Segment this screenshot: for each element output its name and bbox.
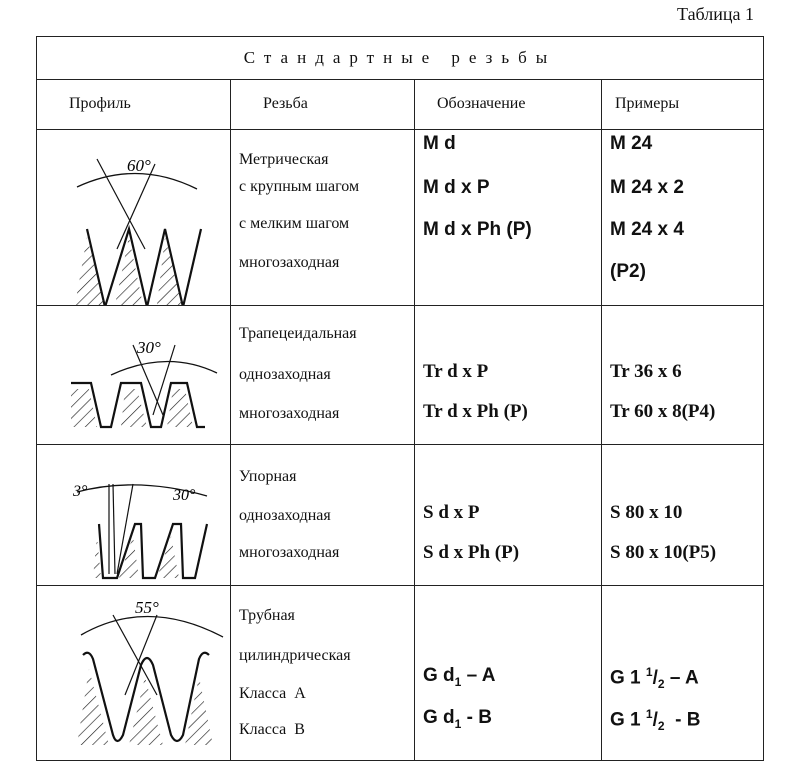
example-line: M 24 x 2 xyxy=(610,177,684,198)
thread-standards-table xyxy=(36,36,764,761)
designation-line: S d x P xyxy=(423,502,480,523)
designation-line: G $d_1$ – A xyxy=(423,665,496,689)
designation-cell xyxy=(423,444,593,585)
designation-line: S d x Ph (P) xyxy=(423,542,520,563)
example-line: (P2) xyxy=(610,261,646,282)
examples-cell xyxy=(610,305,760,444)
thread-cell xyxy=(239,129,409,305)
designation-line: Tr d x Ph (P) xyxy=(423,401,528,422)
designation-cell xyxy=(423,305,593,444)
designation-cell xyxy=(423,129,593,305)
examples-cell xyxy=(610,585,760,761)
designation-cell xyxy=(423,585,593,761)
thread-line: однозаходная xyxy=(239,366,331,383)
thread-line: Класса A xyxy=(239,685,306,702)
designation-line: M d x Ph (P) xyxy=(423,219,532,240)
designation-line: M d x P xyxy=(423,177,490,198)
angle-label: 30° xyxy=(137,338,161,357)
example-line: S 80 x 10(P5) xyxy=(610,542,717,563)
designation-line: Tr d x P xyxy=(423,361,489,382)
example-line: Tr 36 x 6 xyxy=(610,361,682,382)
example-line: Tr 60 x 8(P4) xyxy=(610,401,716,422)
header-examples: Примеры xyxy=(615,95,680,112)
thread-line: с крупным шагом xyxy=(239,178,360,195)
angle-label: 60° xyxy=(127,156,151,175)
designation-line: G $d_1$ - B xyxy=(423,707,492,731)
header-profile: Профиль xyxy=(69,95,131,112)
thread-line: многозаходная xyxy=(239,405,340,422)
pipe-thread-55deg-icon xyxy=(37,585,231,761)
thread-line: многозаходная xyxy=(239,254,340,271)
designation-line: M d xyxy=(423,133,456,154)
thread-line: Трапецеидальная xyxy=(239,325,357,342)
examples-cell xyxy=(610,129,760,305)
example-line: S 80 x 10 xyxy=(610,502,683,523)
header-thread: Резьба xyxy=(263,95,308,112)
example-line: M 24 xyxy=(610,133,653,154)
angle-label: 55° xyxy=(135,598,159,617)
thread-cell xyxy=(239,585,409,761)
example-line: M 24 x 4 xyxy=(610,219,684,240)
thread-line: цилиндрическая xyxy=(239,647,351,664)
example-line: G 1 $^1/_2$ – A xyxy=(610,665,699,692)
header-designation: Обозначение xyxy=(437,95,526,112)
metric-thread-60deg-icon xyxy=(37,129,231,305)
thread-cell xyxy=(239,305,409,444)
angle-label-left: 3° xyxy=(73,483,88,500)
buttress-thread-3-30deg-icon xyxy=(37,444,231,585)
thread-line: Класса B xyxy=(239,721,305,738)
example-line: G 1 $^1/_2$ - B xyxy=(610,707,701,734)
thread-line: Метрическая xyxy=(239,151,329,168)
angle-label-right: 30° xyxy=(173,487,196,504)
thread-cell xyxy=(239,444,409,585)
thread-line: многозаходная xyxy=(239,544,340,561)
column-divider xyxy=(601,79,602,760)
column-divider xyxy=(414,79,415,760)
trapezoidal-thread-30deg-icon xyxy=(37,305,231,444)
table-caption: Таблица 1 xyxy=(677,4,754,24)
thread-line: однозаходная xyxy=(239,507,331,524)
examples-cell xyxy=(610,444,760,585)
thread-line: Упорная xyxy=(239,468,297,485)
thread-line: с мелким шагом xyxy=(239,215,350,232)
table-title: Стандартные резьбы xyxy=(243,48,557,67)
thread-line: Трубная xyxy=(239,607,295,624)
